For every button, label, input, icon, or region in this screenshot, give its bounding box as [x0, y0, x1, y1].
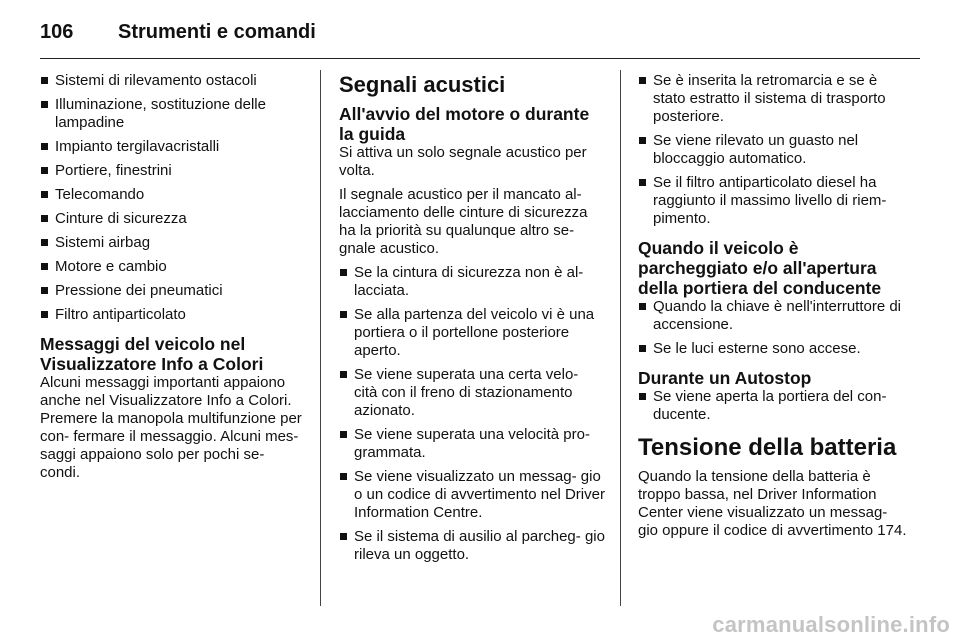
list-item: Motore e cambio	[40, 258, 308, 276]
paragraph-messages: Alcuni messaggi importanti appaiono anche nel Visualizzatore Info a Colori. Premere la manopola multifunzione per con- fermare il messaggio. Alcuni mes- saggi appaiono solo per pochi se- condi.	[40, 374, 302, 481]
list-item: Filtro antiparticolato	[40, 306, 308, 324]
section-title-battery-voltage: Tensione della batteria	[638, 434, 897, 461]
topic-list	[40, 72, 308, 324]
bullet-square-icon	[639, 345, 646, 352]
list-item: Se viene rilevato un guasto nel bloccaggio automatico.	[638, 132, 910, 168]
bullet-square-icon	[41, 311, 48, 318]
signal-conditions-list-continued	[638, 72, 910, 228]
bullet-square-icon	[41, 287, 48, 294]
column-left	[40, 72, 308, 488]
page-header	[40, 16, 316, 48]
list-item: Se la cintura di sicurezza non è al- lacciata.	[339, 264, 605, 300]
page-title: Strumenti e comandi	[118, 20, 316, 43]
bullet-square-icon	[41, 215, 48, 222]
bullet-square-icon	[639, 137, 646, 144]
signal-conditions-list	[339, 264, 605, 564]
autostop-conditions-list	[638, 388, 910, 424]
section-heading-parked: Quando il veicolo è parcheggiato e/o all'apertura della portiera del conducente	[638, 238, 882, 298]
bullet-square-icon	[340, 311, 347, 318]
column-divider-2	[620, 70, 621, 606]
list-item: Illuminazione, sostituzione delle lampadine	[40, 96, 308, 132]
header-rule	[40, 58, 920, 59]
bullet-square-icon	[639, 77, 646, 84]
bullet-square-icon	[41, 77, 48, 84]
list-item: Impianto tergilavacristalli	[40, 138, 308, 156]
list-item: Cinture di sicurezza	[40, 210, 308, 228]
list-item: Se è inserita la retromarcia e se è stato estratto il sistema di trasporto posteriore.	[638, 72, 910, 126]
paragraph-one-signal: Si attiva un solo segnale acustico per volta.	[339, 144, 587, 179]
bullet-square-icon	[340, 431, 347, 438]
list-item: Sistemi di rilevamento ostacoli	[40, 72, 308, 90]
subheading-engine-start: All'avvio del motore o durante la guida	[339, 104, 590, 144]
bullet-square-icon	[41, 167, 48, 174]
column-middle	[339, 72, 605, 570]
column-right	[638, 72, 910, 546]
paragraph-priority: Il segnale acustico per il mancato al- lacciamento delle cinture di sicurezza ha la priorità su qualunque altro se- gnale acustico.	[339, 186, 588, 257]
list-item: Se viene aperta la portiera del con- ducente.	[638, 388, 910, 424]
list-item: Sistemi airbag	[40, 234, 308, 252]
list-item: Se viene superata una velocità pro- grammata.	[339, 426, 605, 462]
bullet-square-icon	[41, 239, 48, 246]
bullet-square-icon	[41, 191, 48, 198]
page-number: 106	[40, 20, 74, 43]
list-item: Se le luci esterne sono accese.	[638, 340, 910, 358]
bullet-square-icon	[41, 143, 48, 150]
bullet-square-icon	[41, 101, 48, 108]
list-item: Se il filtro antiparticolato diesel ha raggiunto il massimo livello di riem- pimento.	[638, 174, 910, 228]
list-item: Quando la chiave è nell'interruttore di accensione.	[638, 298, 910, 334]
bullet-square-icon	[41, 263, 48, 270]
watermark: carmanualsonline.info	[712, 612, 950, 637]
bullet-square-icon	[340, 533, 347, 540]
list-item: Pressione dei pneumatici	[40, 282, 308, 300]
column-divider-1	[320, 70, 321, 606]
bullet-square-icon	[340, 269, 347, 276]
bullet-square-icon	[639, 303, 646, 310]
list-item: Portiere, finestrini	[40, 162, 308, 180]
list-item: Se viene visualizzato un messag- gio o un codice di avvertimento nel Driver Information Centre.	[339, 468, 605, 522]
list-item: Se il sistema di ausilio al parcheg- gio rileva un oggetto.	[339, 528, 605, 564]
list-item: Se alla partenza del veicolo vi è una portiera o il portellone posteriore aperto.	[339, 306, 605, 360]
bullet-square-icon	[340, 473, 347, 480]
list-item: Telecomando	[40, 186, 308, 204]
section-title-acoustic-signals: Segnali acustici	[339, 72, 506, 97]
section-heading-messages: Messaggi del veicolo nel Visualizzatore Info a Colori	[40, 334, 264, 374]
bullet-square-icon	[340, 371, 347, 378]
list-item: Se viene superata una certa velo- cità con il freno di stazionamento azionato.	[339, 366, 605, 420]
paragraph-battery: Quando la tensione della batteria è troppo bassa, nel Driver Information Center viene visualizzato un messag- gio oppure il codice di avvertimento 174.	[638, 468, 907, 539]
bullet-square-icon	[639, 179, 646, 186]
parked-conditions-list	[638, 298, 910, 358]
bullet-square-icon	[639, 393, 646, 400]
section-heading-autostop: Durante un Autostop	[638, 368, 812, 388]
